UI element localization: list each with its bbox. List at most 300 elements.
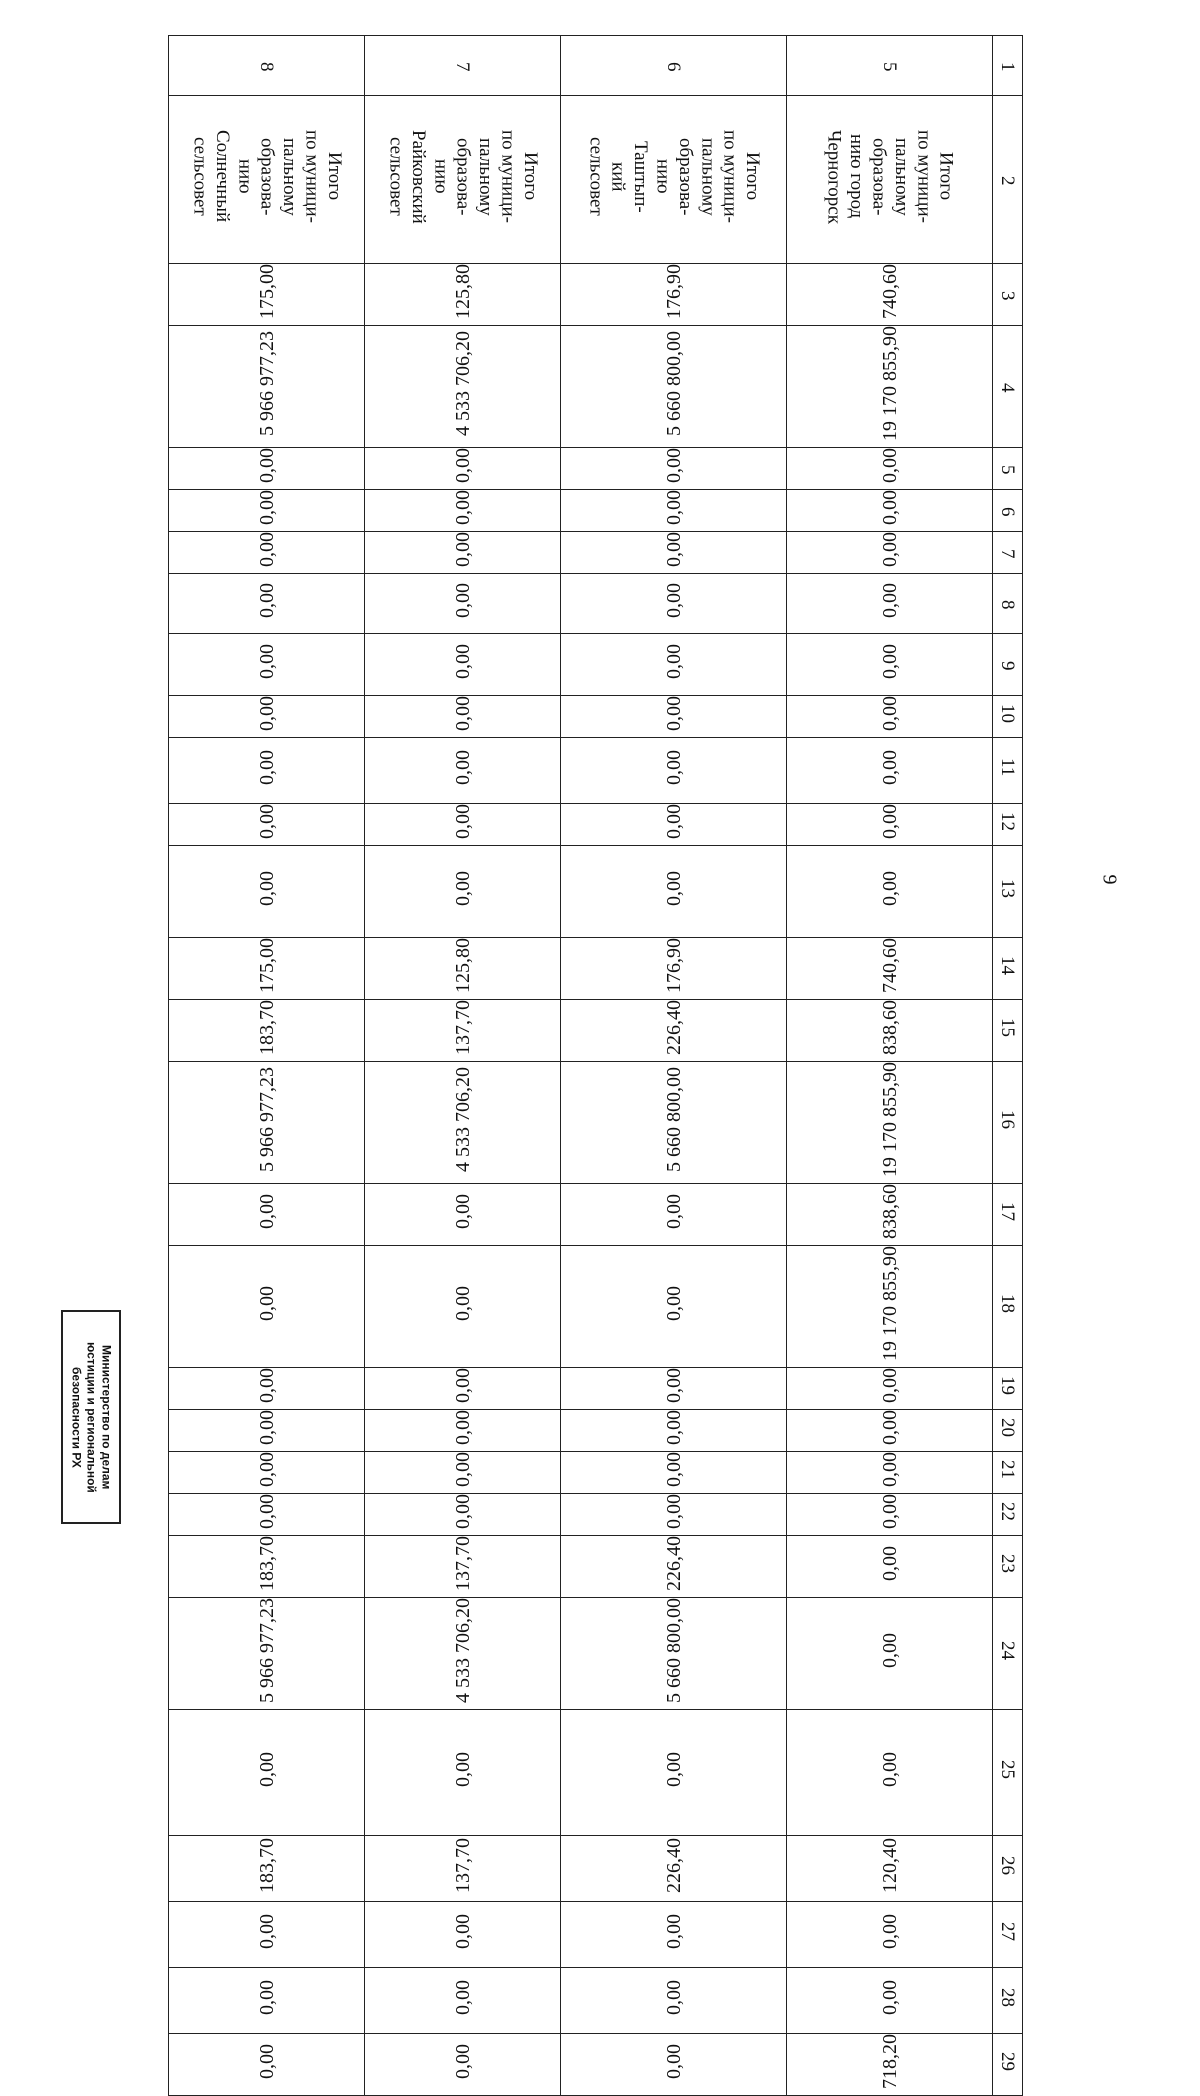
table-cell-container <box>787 1902 993 1968</box>
table-cell: 0,00 <box>255 1410 278 1445</box>
table-cell: 0,00 <box>878 696 901 731</box>
table-row <box>169 574 1023 634</box>
table-cell-container <box>561 846 787 938</box>
table-cell: 0,00 <box>451 696 474 731</box>
column-number-cell <box>993 326 1023 448</box>
table-cell: 0,00 <box>255 1914 278 1949</box>
column-number: 17 <box>997 1202 1018 1221</box>
table-cell-container <box>787 1968 993 2034</box>
table-row <box>169 1062 1023 1184</box>
table-cell: 0,00 <box>451 2044 474 2079</box>
table-cell-container <box>561 804 787 846</box>
table-cell-container <box>561 738 787 804</box>
table-cell: 0,00 <box>255 1194 278 1229</box>
table-cell: 0,00 <box>255 1980 278 2015</box>
table-cell-container <box>561 1968 787 2034</box>
table-cell: 0,00 <box>662 448 685 483</box>
table-cell-container <box>787 1836 993 1902</box>
table-cell: 0,00 <box>451 1286 474 1321</box>
column-number: 27 <box>997 1922 1018 1941</box>
table-cell: 0,00 <box>451 1494 474 1529</box>
page-number: 9 <box>1098 874 1121 885</box>
table-cell: 4 533 706,20 <box>451 1598 474 1703</box>
column-number: 6 <box>997 506 1018 516</box>
column-number-cell <box>993 1902 1023 1968</box>
table-cell-container <box>365 1836 561 1902</box>
table-cell-container <box>787 1452 993 1494</box>
table-cell-container <box>561 1836 787 1902</box>
table-cell-container <box>787 634 993 696</box>
table-cell-container <box>561 1000 787 1062</box>
table-cell: 0,00 <box>255 448 278 483</box>
table-cell-container <box>561 532 787 574</box>
table-cell-container <box>787 1536 993 1598</box>
column-number-cell <box>993 532 1023 574</box>
table-cell: 0,00 <box>451 1914 474 1949</box>
table-cell: 0,00 <box>662 1452 685 1487</box>
table-cell: 5 966 977,23 <box>255 1598 278 1703</box>
table-cell-container <box>365 846 561 938</box>
table-cell-container <box>169 448 365 490</box>
table-cell-container <box>561 1452 787 1494</box>
table-cell-container <box>365 448 561 490</box>
table-cell-container <box>365 1410 561 1452</box>
table-cell-container <box>561 1902 787 1968</box>
table-row <box>169 1000 1023 1062</box>
column-number: 10 <box>997 704 1018 723</box>
table-row <box>169 264 1023 326</box>
table-cell: 838,60 <box>878 1184 901 1239</box>
table-cell-container <box>787 1062 993 1184</box>
table-cell-container <box>169 738 365 804</box>
table-cell-container <box>365 634 561 696</box>
table-cell-container <box>561 36 787 96</box>
column-number: 7 <box>997 548 1018 558</box>
table-cell: 0,00 <box>662 1914 685 1949</box>
table-cell-container <box>365 36 561 96</box>
table-cell-container <box>169 1902 365 1968</box>
table-cell-container <box>169 1536 365 1598</box>
column-number: 1 <box>997 61 1018 71</box>
table-cell: 0,00 <box>662 583 685 618</box>
table-row <box>169 2034 1023 2096</box>
table-cell: 226,40 <box>662 1838 685 1893</box>
column-number-cell <box>993 1598 1023 1710</box>
table-cell: 0,00 <box>878 1914 901 1949</box>
table-cell: 175,00 <box>255 938 278 993</box>
table-cell-container <box>365 96 561 264</box>
table-cell: 137,70 <box>451 1000 474 1055</box>
table-cell: 0,00 <box>662 804 685 839</box>
table-cell: 0,00 <box>878 804 901 839</box>
table-cell-container <box>169 1062 365 1184</box>
column-number-cell <box>993 804 1023 846</box>
column-number-cell <box>993 1494 1023 1536</box>
table-row <box>169 96 1023 264</box>
table-row <box>169 1968 1023 2034</box>
column-number: 19 <box>997 1376 1018 1395</box>
table-cell-container <box>365 1536 561 1598</box>
table-cell: 0,00 <box>255 532 278 567</box>
table-cell-container <box>787 938 993 1000</box>
table-cell-container <box>169 1452 365 1494</box>
table-row <box>169 1536 1023 1598</box>
table-cell: 0,00 <box>451 490 474 525</box>
column-number-cell <box>993 846 1023 938</box>
table-cell: 176,90 <box>662 938 685 993</box>
column-number-cell <box>993 1184 1023 1246</box>
column-number-cell <box>993 1968 1023 2034</box>
table-cell-container <box>787 1410 993 1452</box>
table-cell: 0,00 <box>878 448 901 483</box>
table-cell: 838,60 <box>878 1000 901 1055</box>
table-cell: 0,00 <box>662 1752 685 1787</box>
table-cell: 0,00 <box>255 1494 278 1529</box>
column-number: 18 <box>997 1294 1018 1313</box>
table-cell-container <box>561 1184 787 1246</box>
column-number-cell <box>993 634 1023 696</box>
column-number-cell <box>993 448 1023 490</box>
table-cell: 0,00 <box>255 871 278 906</box>
column-number-cell <box>993 574 1023 634</box>
table-cell: 0,00 <box>255 750 278 785</box>
table-row <box>169 846 1023 938</box>
table-cell-container <box>169 36 365 96</box>
column-number-cell <box>993 696 1023 738</box>
column-number-cell <box>993 96 1023 264</box>
table-cell-container <box>561 264 787 326</box>
table-cell-container <box>561 696 787 738</box>
table-cell: 0,00 <box>255 1286 278 1321</box>
table-cell-container <box>365 1902 561 1968</box>
column-number-cell <box>993 1062 1023 1184</box>
column-number-cell <box>993 2034 1023 2096</box>
table-cell: 0,00 <box>255 1752 278 1787</box>
table-row <box>169 532 1023 574</box>
table-row <box>169 738 1023 804</box>
column-number-cell <box>993 1710 1023 1836</box>
table-cell: 125,80 <box>451 264 474 319</box>
table-cell: 5 966 977,23 <box>255 1067 278 1172</box>
table-row <box>169 1902 1023 1968</box>
table-cell: 0,00 <box>451 804 474 839</box>
table-cell: 125,80 <box>451 938 474 993</box>
table-cell-container <box>169 1494 365 1536</box>
table-row <box>169 36 1023 96</box>
table-cell-container <box>787 1246 993 1368</box>
table-cell-container <box>787 448 993 490</box>
column-number: 9 <box>997 660 1018 670</box>
ministry-stamp <box>61 1310 121 1524</box>
table-cell-container <box>365 490 561 532</box>
table-cell: 0,00 <box>255 2044 278 2079</box>
column-number: 26 <box>997 1856 1018 1875</box>
table-cell-container <box>787 326 993 448</box>
table-cell: 19 170 855,90 <box>878 1062 901 1177</box>
table-row <box>169 804 1023 846</box>
table-cell: 176,90 <box>662 264 685 319</box>
column-number-cell <box>993 738 1023 804</box>
column-number: 23 <box>997 1554 1018 1573</box>
table-cell-container <box>561 1710 787 1836</box>
table-cell-container <box>365 1368 561 1410</box>
table-cell-container <box>365 1246 561 1368</box>
table-cell: 0,00 <box>878 1410 901 1445</box>
table-cell-container <box>169 846 365 938</box>
table-cell-container <box>365 938 561 1000</box>
column-number: 2 <box>997 175 1018 185</box>
table-cell-container <box>169 1410 365 1452</box>
table-cell-container <box>365 1710 561 1836</box>
table-cell: 0,00 <box>662 532 685 567</box>
column-number-cell <box>993 1000 1023 1062</box>
series-name: Итого по муници- пальному образова- нию Солнечный сельсовет <box>189 130 345 223</box>
table-cell: 0,00 <box>255 1368 278 1403</box>
stamp-text: Министерство по делам юстиции и региональной безопасности РХ <box>69 1341 114 1493</box>
table-cell: 19 170 855,90 <box>878 326 901 441</box>
table-cell: 0,00 <box>451 1452 474 1487</box>
table-cell-container <box>561 1410 787 1452</box>
column-number: 5 <box>997 464 1018 474</box>
table-cell-container <box>561 938 787 1000</box>
table-cell: 0,00 <box>662 2044 685 2079</box>
table-cell-container <box>365 1452 561 1494</box>
table-cell-container <box>365 1968 561 2034</box>
table-cell: 0,00 <box>255 583 278 618</box>
table-cell: 0,00 <box>451 644 474 679</box>
table-cell-container <box>561 1062 787 1184</box>
table-cell-container <box>365 738 561 804</box>
table-cell: 0,00 <box>255 644 278 679</box>
table-cell: 0,00 <box>878 871 901 906</box>
series-number: 5 <box>879 61 900 71</box>
column-number-cell <box>993 1536 1023 1598</box>
table-row <box>169 326 1023 448</box>
table-cell: 175,00 <box>255 264 278 319</box>
table-cell: 0,00 <box>878 1368 901 1403</box>
column-number-cell <box>993 264 1023 326</box>
table-cell: 0,00 <box>451 1752 474 1787</box>
column-number-cell <box>993 36 1023 96</box>
table-cell: 0,00 <box>451 1194 474 1229</box>
table-cell: 740,60 <box>878 264 901 319</box>
table-cell-container <box>365 2034 561 2096</box>
table-cell: 0,00 <box>662 750 685 785</box>
series-name: Итого по муници- пальному образова- нию город Черногорск <box>823 129 957 224</box>
table-cell-container <box>787 264 993 326</box>
table-cell-container <box>787 846 993 938</box>
table-cell-container <box>169 2034 365 2096</box>
table-cell-container <box>787 1494 993 1536</box>
table-cell: 0,00 <box>451 871 474 906</box>
table-cell: 0,00 <box>662 1286 685 1321</box>
table-cell: 183,70 <box>255 1536 278 1591</box>
table-cell-container <box>561 96 787 264</box>
table-cell-container <box>169 1598 365 1710</box>
column-number-cell <box>993 1368 1023 1410</box>
table-cell-container <box>365 1184 561 1246</box>
table-cell: 137,70 <box>451 1838 474 1893</box>
column-number: 21 <box>997 1460 1018 1479</box>
table-cell: 0,00 <box>662 1194 685 1229</box>
table-cell-container <box>169 264 365 326</box>
table-cell: 226,40 <box>662 1536 685 1591</box>
table-cell-container <box>787 1598 993 1710</box>
table-cell-container <box>561 1494 787 1536</box>
table-cell: 0,00 <box>878 1633 901 1668</box>
table-cell: 0,00 <box>662 1980 685 2015</box>
table-cell-container <box>561 1246 787 1368</box>
table-cell-container <box>787 532 993 574</box>
table-cell: 0,00 <box>451 583 474 618</box>
table-row <box>169 696 1023 738</box>
table-cell-container <box>365 1062 561 1184</box>
table-cell-container <box>365 264 561 326</box>
table-cell-container <box>169 1368 365 1410</box>
table-cell-container <box>787 1710 993 1836</box>
column-number: 15 <box>997 1018 1018 1037</box>
table-row <box>169 1598 1023 1710</box>
table-cell-container <box>561 326 787 448</box>
table-cell-container <box>787 2034 993 2096</box>
table-cell: 0,00 <box>878 750 901 785</box>
table-cell: 4 533 706,20 <box>451 1067 474 1172</box>
table-cell: 0,00 <box>878 532 901 567</box>
column-number: 24 <box>997 1641 1018 1660</box>
table-cell: 4 533 706,20 <box>451 331 474 436</box>
series-name: Итого по муници- пальному образова- нию Таштып- кий сельсовет <box>585 130 764 223</box>
table-row <box>169 1710 1023 1836</box>
column-number-cell <box>993 1410 1023 1452</box>
column-number: 14 <box>997 956 1018 975</box>
table-cell-container <box>169 696 365 738</box>
table-cell: 5 660 800,00 <box>662 1598 685 1703</box>
table-cell: 0,00 <box>878 1494 901 1529</box>
table-cell: 5 660 800,00 <box>662 331 685 436</box>
table-cell: 0,00 <box>451 532 474 567</box>
table-cell: 0,00 <box>878 644 901 679</box>
table-cell: 0,00 <box>451 1410 474 1445</box>
table-cell-container <box>169 1246 365 1368</box>
table-cell: 0,00 <box>255 1452 278 1487</box>
table-cell: 0,00 <box>662 871 685 906</box>
table-cell: 5 660 800,00 <box>662 1067 685 1172</box>
column-number: 8 <box>997 599 1018 609</box>
table-cell-container <box>169 938 365 1000</box>
column-number: 11 <box>997 758 1018 777</box>
column-number: 3 <box>997 290 1018 300</box>
table-cell: 0,00 <box>878 1980 901 2015</box>
column-number: 28 <box>997 1988 1018 2007</box>
table-cell-container <box>787 738 993 804</box>
data-table <box>168 35 1023 2096</box>
table-cell-container <box>365 1598 561 1710</box>
table-cell-container <box>561 2034 787 2096</box>
table-cell-container <box>787 804 993 846</box>
table-cell: 0,00 <box>451 1368 474 1403</box>
table-cell-container <box>365 1000 561 1062</box>
table-cell-container <box>561 1598 787 1710</box>
table-cell: 0,00 <box>255 490 278 525</box>
table-cell-container <box>365 574 561 634</box>
table-cell-container <box>787 574 993 634</box>
table-cell: 0,00 <box>662 1410 685 1445</box>
table-cell-container <box>169 96 365 264</box>
table-cell-container <box>169 804 365 846</box>
table-cell: 183,70 <box>255 1838 278 1893</box>
table-cell: 0,00 <box>878 583 901 618</box>
table-cell: 0,00 <box>878 490 901 525</box>
column-number-cell <box>993 1246 1023 1368</box>
series-number: 7 <box>452 61 473 71</box>
table-cell-container <box>787 696 993 738</box>
series-number: 6 <box>663 61 684 71</box>
table-cell-container <box>365 804 561 846</box>
table-cell: 0,00 <box>451 750 474 785</box>
table-cell-container <box>169 326 365 448</box>
table-cell-container <box>561 634 787 696</box>
column-number-cell <box>993 1836 1023 1902</box>
table-cell-container <box>169 634 365 696</box>
column-number-cell <box>993 1452 1023 1494</box>
table-cell-container <box>365 696 561 738</box>
table-cell: 0,00 <box>255 804 278 839</box>
table-cell-container <box>169 1184 365 1246</box>
column-number-cell <box>993 490 1023 532</box>
table-row <box>169 1184 1023 1246</box>
table-cell: 19 170 855,90 <box>878 1246 901 1361</box>
series-number: 8 <box>256 61 277 71</box>
table-cell: 183,70 <box>255 1000 278 1055</box>
table-row <box>169 938 1023 1000</box>
table-cell-container <box>787 1000 993 1062</box>
table-cell-container <box>561 490 787 532</box>
table-cell-container <box>169 1710 365 1836</box>
table-cell: 0,00 <box>878 1452 901 1487</box>
table-cell: 740,60 <box>878 938 901 993</box>
table-cell-container <box>561 1368 787 1410</box>
table-cell-container <box>169 490 365 532</box>
table-cell: 226,40 <box>662 1000 685 1055</box>
table-cell: 0,00 <box>451 448 474 483</box>
table-cell-container <box>365 1494 561 1536</box>
column-number: 4 <box>997 382 1018 392</box>
table-cell: 0,00 <box>451 1980 474 2015</box>
table-row <box>169 1410 1023 1452</box>
table-cell: 0,00 <box>878 1546 901 1581</box>
table-cell: 0,00 <box>662 1368 685 1403</box>
column-number: 22 <box>997 1502 1018 1521</box>
table-row <box>169 490 1023 532</box>
table-cell: 0,00 <box>255 696 278 731</box>
table-row <box>169 1836 1023 1902</box>
table-row <box>169 1494 1023 1536</box>
column-number: 20 <box>997 1418 1018 1437</box>
table-cell: 120,40 <box>878 1838 901 1893</box>
column-number: 12 <box>997 812 1018 831</box>
column-number: 13 <box>997 879 1018 898</box>
table-cell-container <box>787 36 993 96</box>
table-row <box>169 1246 1023 1368</box>
table-cell-container <box>787 96 993 264</box>
table-cell: 0,00 <box>662 1494 685 1529</box>
table-cell-container <box>169 1836 365 1902</box>
table-cell-container <box>561 448 787 490</box>
table-cell-container <box>561 1536 787 1598</box>
table-cell: 0,00 <box>662 644 685 679</box>
table-cell: 718,20 <box>878 2034 901 2089</box>
table-cell-container <box>169 1000 365 1062</box>
